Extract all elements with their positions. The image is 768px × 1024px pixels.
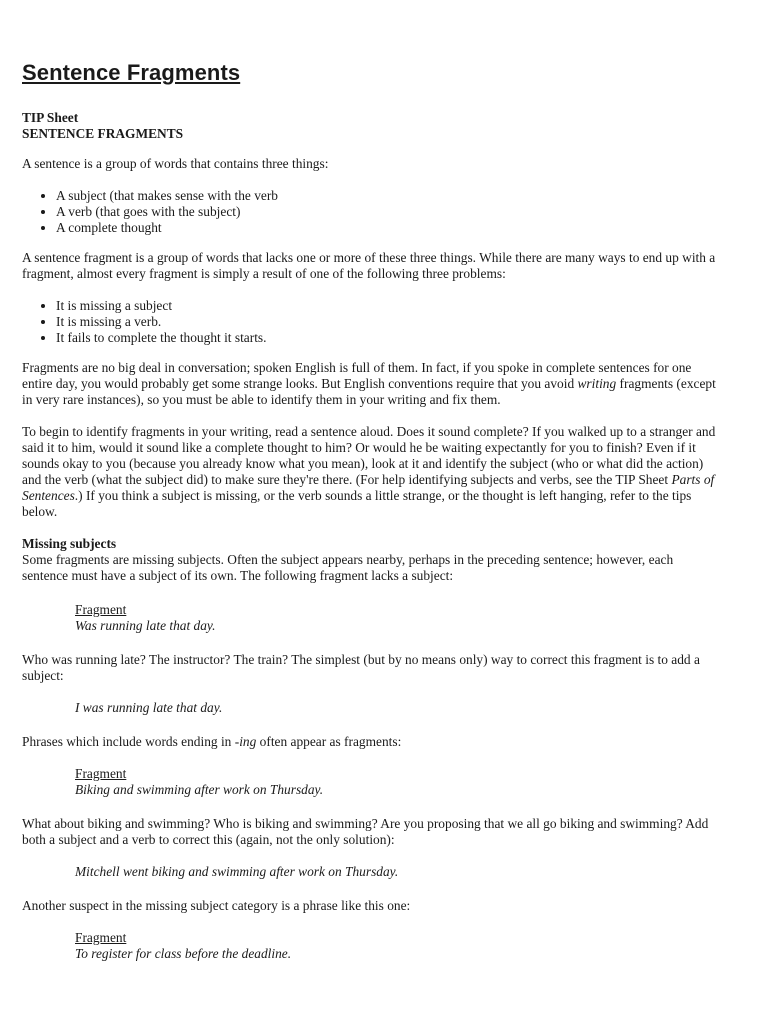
- paragraph-text: fragments (except in very rare instances), so you must be able to identify them in your writing and fix them.: [22, 376, 716, 407]
- identify-paragraph: [22, 424, 716, 520]
- list-item: • A subject (that makes sense with the verb: [56, 188, 716, 204]
- example-text: Mitchell went biking and swimming after work on Thursday.: [75, 864, 399, 879]
- page-title: Sentence Fragments: [22, 60, 241, 85]
- emphasis-text: writing: [577, 376, 617, 391]
- list-item: • A verb (that goes with the subject): [56, 204, 716, 220]
- missing-subjects-paragraph: Some fragments are missing subjects. Often the subject appears nearby, perhaps in the preceding sentence; however, each sentence must have a subject of its own. The following fragment lacks a subject:: [22, 552, 674, 583]
- list-item: • It fails to complete the thought it starts.: [56, 330, 716, 346]
- paragraph-text: Fragments are no big deal in conversation; spoken English is full of them. In fact, if you spoke in complete sentences for one entire day, you would probably get some strange looks. But English conventions require that you avoid: [22, 360, 692, 391]
- another-paragraph: Another suspect in the missing subject category is a phrase like this one:: [22, 898, 411, 913]
- missing-subjects-heading: Missing subjects: [22, 536, 117, 551]
- example-label: Fragment: [75, 930, 127, 945]
- tip-sheet-title: SENTENCE FRAGMENTS: [22, 126, 184, 141]
- list-item: • It is missing a subject: [56, 298, 716, 314]
- example-text: I was running late that day.: [75, 700, 223, 715]
- paragraph-text: To begin to identify fragments in your writing, read a sentence aloud. Does it sound complete? If you walked up to a stranger and said it to him, would it sound like a complete thought to him? Or would he be waiting expectantly for you to finish? Even if it sounds okay to you (because you already know what you mean), look at it and identify the subject (who or what did the action) and the verb (what the subject did) to make sure they're there. (For help identifying subjects and verbs, see the TIP Sheet: [22, 424, 716, 487]
- example-label: Fragment: [75, 602, 127, 617]
- tip-sheet-label: TIP Sheet: [22, 110, 79, 125]
- document-body: [22, 110, 716, 980]
- biking-paragraph: What about biking and swimming? Who is biking and swimming? Are you proposing that we all go biking and swimming? Add both a subject and a verb to correct this (again, not the only solution):: [22, 816, 709, 847]
- fragment-problems-list: [22, 298, 716, 346]
- list-item: • It is missing a verb.: [56, 314, 716, 330]
- emphasis-text: -ing: [234, 734, 257, 749]
- intro-paragraph: A sentence is a group of words that contains three things:: [22, 156, 329, 171]
- example-label: Fragment: [75, 766, 127, 781]
- paragraph-text: often appear as fragments:: [256, 734, 402, 749]
- sentence-requirements-list: [22, 188, 716, 236]
- example-block: [75, 864, 716, 880]
- example-block: [75, 766, 716, 798]
- example-text: Biking and swimming after work on Thursday.: [75, 782, 324, 797]
- conversation-paragraph: [22, 360, 716, 408]
- paragraph-text: Phrases which include words ending in: [22, 734, 235, 749]
- who-paragraph: Who was running late? The instructor? The train? The simplest (but by no means only) way to correct this fragment is to add a subject:: [22, 652, 700, 683]
- ing-paragraph: [22, 734, 716, 750]
- example-text: Was running late that day.: [75, 618, 216, 633]
- list-item: • A complete thought: [56, 220, 716, 236]
- example-text: To register for class before the deadline.: [75, 946, 292, 961]
- emphasis-text: Parts of Sentences: [22, 472, 715, 503]
- example-block: [75, 602, 716, 634]
- paragraph-text: .) If you think a subject is missing, or the verb sounds a little strange, or the thought is left hanging, refer to the tips below.: [22, 488, 692, 519]
- fragment-definition-paragraph: A sentence fragment is a group of words that lacks one or more of these three things. While there are many ways to end up with a fragment, almost every fragment is simply a result of one of the following three problems:: [22, 250, 716, 281]
- example-block: [75, 700, 716, 716]
- example-block: [75, 930, 716, 962]
